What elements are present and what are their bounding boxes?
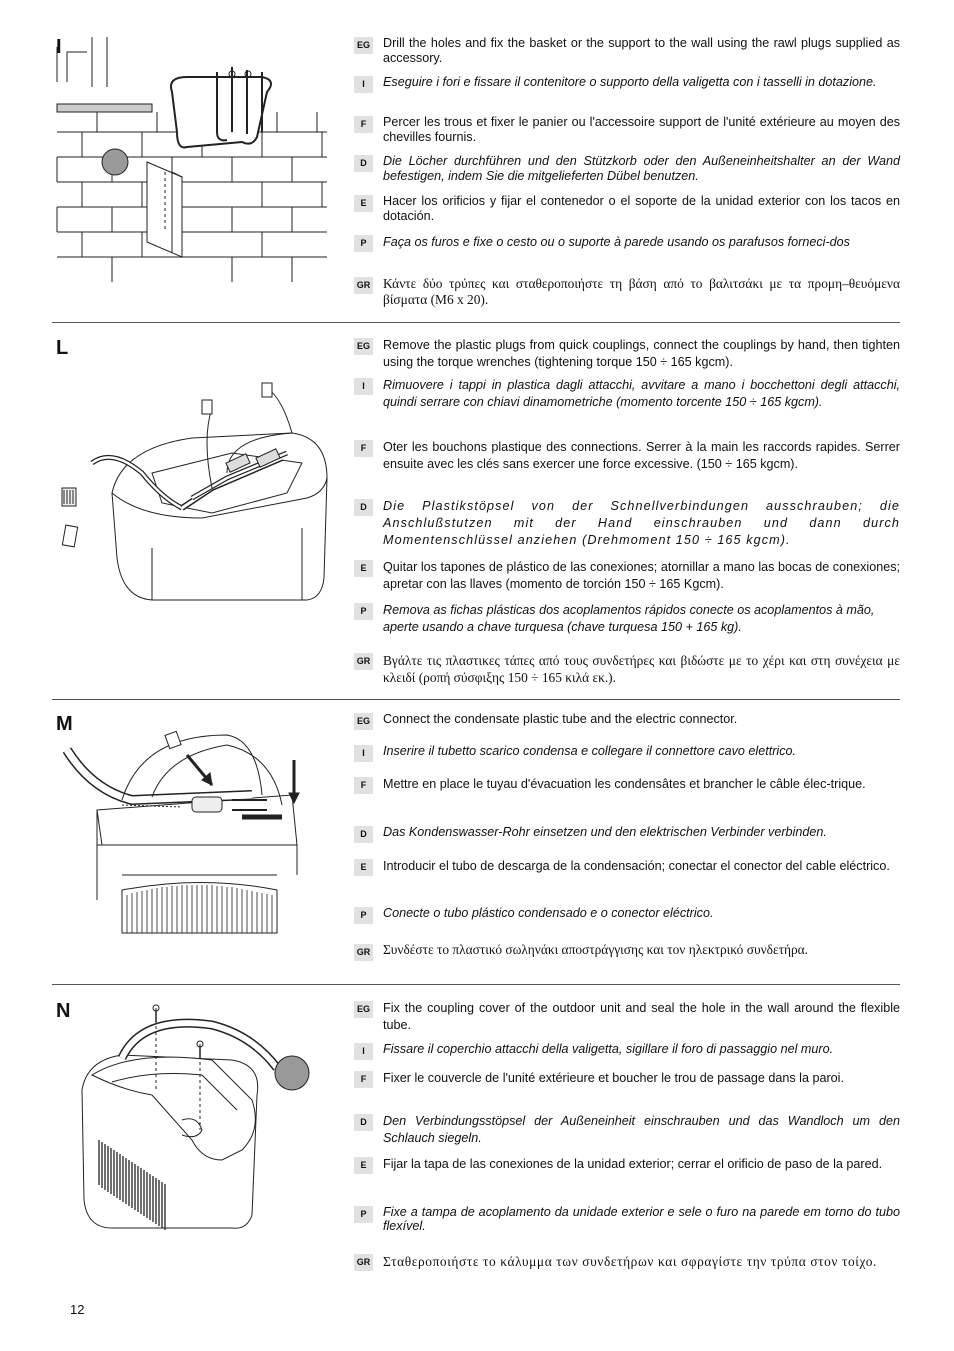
language-badge: F	[354, 440, 373, 457]
language-badge: D	[354, 155, 373, 172]
instruction-text: Quitar los tapones de plástico de las conexiones; atornillar a mano las bocas de conexiones; apretar con las llaves (momento de torción 150 ÷ 165 Kgcm).	[383, 560, 900, 591]
instruction-text: Das Kondenswasser-Rohr einsetzen und den elektrischen Verbinder verbinden.	[383, 825, 827, 839]
language-badge: I	[354, 745, 373, 762]
language-badge: GR	[354, 944, 373, 961]
instruction-text: Connect the condensate plastic tube and the electric connector.	[383, 712, 738, 726]
language-badge: P	[354, 1206, 373, 1223]
page-number: 12	[70, 1302, 85, 1317]
language-badge: I	[354, 378, 373, 395]
language-badge: I	[354, 1043, 373, 1060]
instruction-text: Die Plastikstöpsel von der Schnellverbindungen ausschrauben; die Anschlußstutzen mit der Hand einschrauben und dann durch Momentenschlüssel anziehen (Drehmoment 150 ÷ 165 kgcm).	[383, 499, 900, 547]
instruction-text: Drill the holes and fix the basket or the support to the wall using the rawl plugs supplied as accessory.	[383, 36, 900, 65]
instruction-text: Hacer los orificios y fijar el contenedor o el soporte de la unidad exterior con los tacos en dotación.	[383, 194, 900, 223]
language-badge: GR	[354, 653, 373, 670]
condensate-connection-illustration	[52, 725, 312, 945]
instruction-text: Remova as fichas plásticas dos acoplamentos rápidos conecte os acoplamentos à mão, aperte usando a chave turquesa (chave turquesa 150 + 165 kg).	[383, 603, 875, 634]
instruction-text: Κάντε δύο τρύπες και σταθεροποιήστε τη βάση από το βαλιτσάκι με τα προμη–θευόμενα βίσματα (M6 x 20).	[383, 276, 900, 307]
instruction-text: Συνδέστε το πλαστικό σωληνάκι αποστράγγισης και τον ηλεκτρικό συνδετήρα.	[383, 942, 808, 957]
instruction-text: Mettre en place le tuyau d'évacuation les condensâtes et brancher le câble élec-trique.	[383, 777, 866, 791]
instruction-text: Rimuovere i tappi in plastica dagli attacchi, avvitare a mano i bocchettoni degli attacchi, quindi serrare con chiavi dinamometriche (momento torcente 150 ÷ 165 kgcm).	[383, 378, 900, 409]
language-badge: F	[354, 1071, 373, 1088]
language-badge: GR	[354, 1254, 373, 1271]
instruction-text: Βγάλτε τις πλαστικες τάπες από τους συνδετήρες και βιδώστε με το χέρι και στη συνέχεια με κλειδί (ροπή σύσφιξης 150 ÷ 165 κιλά εκ.).	[383, 653, 900, 685]
section-letter: M	[56, 713, 73, 735]
language-badge: P	[354, 907, 373, 924]
instruction-text: Inserire il tubetto scarico condensa e collegare il connettore cavo elettrico.	[383, 744, 797, 758]
language-badge: D	[354, 499, 373, 516]
instruction-text: Percer les trous et fixer le panier ou l'accessoire support de l'unité extérieure au moyen des chevilles fournis.	[383, 115, 900, 144]
instruction-text: Die Löcher durchführen und den Stützkorb oder den Außeneinheitshalter an der Wand befestigen, indem Sie die mitgelieferten Dübel benutzen.	[383, 154, 900, 183]
instruction-text: Σταθεροποιήστε το κάλυμμα των συνδετήρων και σφραγίστε την τρύπα στον τοίχο.	[383, 1254, 877, 1269]
instruction-text: Fixer le couvercle de l'unité extérieure et boucher le trou de passage dans la paroi.	[383, 1071, 844, 1085]
language-badge: F	[354, 116, 373, 133]
section-letter: N	[56, 1000, 71, 1022]
instruction-text: Introducir el tubo de descarga de la condensación; conectar el conector del cable eléctrico.	[383, 859, 890, 873]
quick-coupling-illustration	[52, 378, 332, 603]
language-badge: I	[354, 76, 373, 93]
language-badge: EG	[354, 338, 373, 355]
section-divider	[52, 984, 900, 985]
language-badge: EG	[354, 37, 373, 54]
wall-bracket-illustration	[52, 32, 332, 282]
instruction-text: Fix the coupling cover of the outdoor unit and seal the hole in the wall around the flexible tube.	[383, 1001, 900, 1032]
language-badge: E	[354, 560, 373, 577]
language-badge: EG	[354, 1001, 373, 1018]
instruction-text: Fijar la tapa de las conexiones de la unidad exterior; cerrar el orificio de paso de la pared.	[383, 1157, 883, 1171]
instruction-text: Remove the plastic plugs from quick couplings, connect the couplings by hand, then tighten using the torque wrenches (tightening torque 150 ÷ 165 kgcm).	[383, 338, 900, 369]
language-badge: E	[354, 859, 373, 876]
language-badge: E	[354, 195, 373, 212]
language-badge: P	[354, 235, 373, 252]
language-badge: D	[354, 826, 373, 843]
section-divider	[52, 699, 900, 700]
language-badge: GR	[354, 277, 373, 294]
coupling-cover-illustration	[52, 1000, 322, 1245]
section-letter: I	[56, 36, 62, 58]
language-badge: E	[354, 1157, 373, 1174]
instruction-text: Fixe a tampa de acoplamento da unidade exterior e sele o furo na parede em torno do tubo flexível.	[383, 1205, 900, 1233]
language-badge: EG	[354, 713, 373, 730]
language-badge: P	[354, 603, 373, 620]
instruction-text: Oter les bouchons plastique des connections. Serrer à la main les raccords rapides. Serrer ensuite avec les clés sans exercer une force excessive. (150 ÷ 165 kgcm).	[383, 440, 900, 471]
instruction-text: Faça os furos e fixe o cesto ou o suporte à parede usando os parafusos forneci-dos	[383, 235, 850, 249]
instruction-text: Fissare il coperchio attacchi della valigetta, sigillare il foro di passaggio nel muro.	[383, 1042, 834, 1056]
language-badge: D	[354, 1114, 373, 1131]
instruction-text: Conecte o tubo plástico condensado e o conector eléctrico.	[383, 906, 714, 920]
instruction-text: Eseguire i fori e fissare il contenitore o supporto della valigetta con i tasselli in dotazione.	[383, 75, 877, 89]
section-letter: L	[56, 337, 69, 359]
instruction-text: Den Verbindungsstöpsel der Außeneinheit einschrauben und das Wandloch um den Schlauch siegeln.	[383, 1114, 900, 1145]
section-divider	[52, 322, 900, 323]
language-badge: F	[354, 777, 373, 794]
